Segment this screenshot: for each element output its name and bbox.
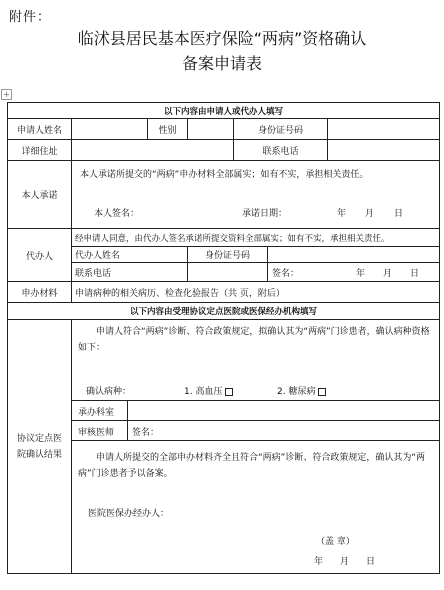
- id-number-field[interactable]: [328, 119, 440, 140]
- disease-label: 确认病种：: [86, 387, 132, 397]
- agent-id-field[interactable]: [268, 247, 440, 263]
- doctor-sign-label: 签名：: [132, 428, 160, 438]
- commitment-day-label: 日: [394, 209, 404, 219]
- confirmation-label-line1: 协议定点医: [16, 433, 62, 444]
- agent-year-label: 年: [356, 269, 366, 279]
- self-commitment-statement: 本人承诺所提交的“两病”申办材料全部属实；如有不实，承担相关责任。: [80, 170, 369, 180]
- diabetes-option-label: 2. 糖尿病: [277, 387, 316, 397]
- section-applicant-header: 以下内容由申请人或代办人填写: [8, 103, 440, 119]
- hypertension-checkbox[interactable]: [225, 388, 233, 396]
- confirmation-cell: [72, 320, 440, 574]
- attachment-label: 附件：: [9, 10, 52, 25]
- page-subtitle: 备案申请表: [181, 54, 262, 73]
- confirmation-year-label: 年: [314, 557, 324, 567]
- table-move-handle[interactable]: +: [1, 89, 12, 100]
- gender-field[interactable]: [188, 119, 234, 140]
- applicant-name-field[interactable]: [72, 119, 148, 140]
- agent-day-label: 日: [410, 269, 420, 279]
- self-commitment-cell: [72, 161, 440, 229]
- address-label: 详细住址: [8, 140, 72, 161]
- confirmation-paragraph: 申请人符合“两病”诊断、符合政策规定，拟确认其为“两病”门诊患者，确认病种资格如下：: [78, 327, 430, 353]
- gender-label: 性别: [148, 119, 188, 140]
- agent-month-label: 月: [383, 269, 393, 279]
- agent-signature-cell: [268, 263, 440, 282]
- agent-statement: 经申请人同意，由代办人签名承诺所提交资料全部属实；如有不实，承担相关责任。: [72, 229, 440, 247]
- hypertension-option-label: 1. 高血压: [184, 387, 223, 397]
- address-field[interactable]: [72, 140, 234, 161]
- self-commitment-label: 本人承诺: [8, 161, 72, 229]
- agent-phone-label: 联系电话: [72, 263, 188, 282]
- confirmation-month-label: 月: [340, 557, 350, 567]
- agent-signature-label: 签名：: [272, 269, 300, 279]
- materials-label: 申办材料: [8, 282, 72, 303]
- section-hospital-header: 以下内容由受理协议定点医院或医保经办机构填写: [8, 303, 440, 320]
- materials-text: 申请病种的相关病历、检查化验报告（共 页，附后）: [72, 282, 440, 303]
- confirmation-label-line2: 院确认结果: [16, 449, 62, 460]
- diabetes-option[interactable]: [277, 384, 326, 397]
- applicant-name-label: 申请人姓名: [8, 119, 72, 140]
- page-title: 临沭县居民基本医疗保险“两病”资格确认: [77, 29, 367, 48]
- diabetes-checkbox[interactable]: [318, 388, 326, 396]
- commitment-month-label: 月: [365, 209, 375, 219]
- commitment-year-label: 年: [337, 209, 347, 219]
- agent-id-label: 身份证号码: [188, 247, 268, 263]
- confirmation-day-label: 日: [366, 557, 376, 567]
- agent-phone-field[interactable]: [188, 263, 268, 282]
- confirmation-result-label: [8, 320, 72, 574]
- department-label: 承办科室: [78, 408, 115, 418]
- agent-label: 代办人: [8, 229, 72, 282]
- id-number-label: 身份证号码: [234, 119, 328, 140]
- self-signature-label: 本人签名：: [94, 209, 140, 219]
- commitment-date-label: 承诺日期：: [242, 209, 288, 219]
- hospital-agent-label: 医院医保办经办人：: [88, 509, 170, 519]
- phone-label: 联系电话: [234, 140, 328, 161]
- seal-label: （盖 章）: [316, 537, 355, 547]
- hypertension-option[interactable]: [184, 384, 233, 397]
- application-form-table: [7, 102, 440, 574]
- confirmation-paragraph-2: 申请人所提交的全部申办材料齐全且符合“两病”诊断、符合政策规定，确认其为“两病”门诊患者予以备案。: [78, 453, 425, 479]
- phone-field[interactable]: [328, 140, 440, 161]
- doctor-label: 审核医师: [78, 428, 115, 438]
- agent-name-label: 代办人姓名: [72, 247, 188, 263]
